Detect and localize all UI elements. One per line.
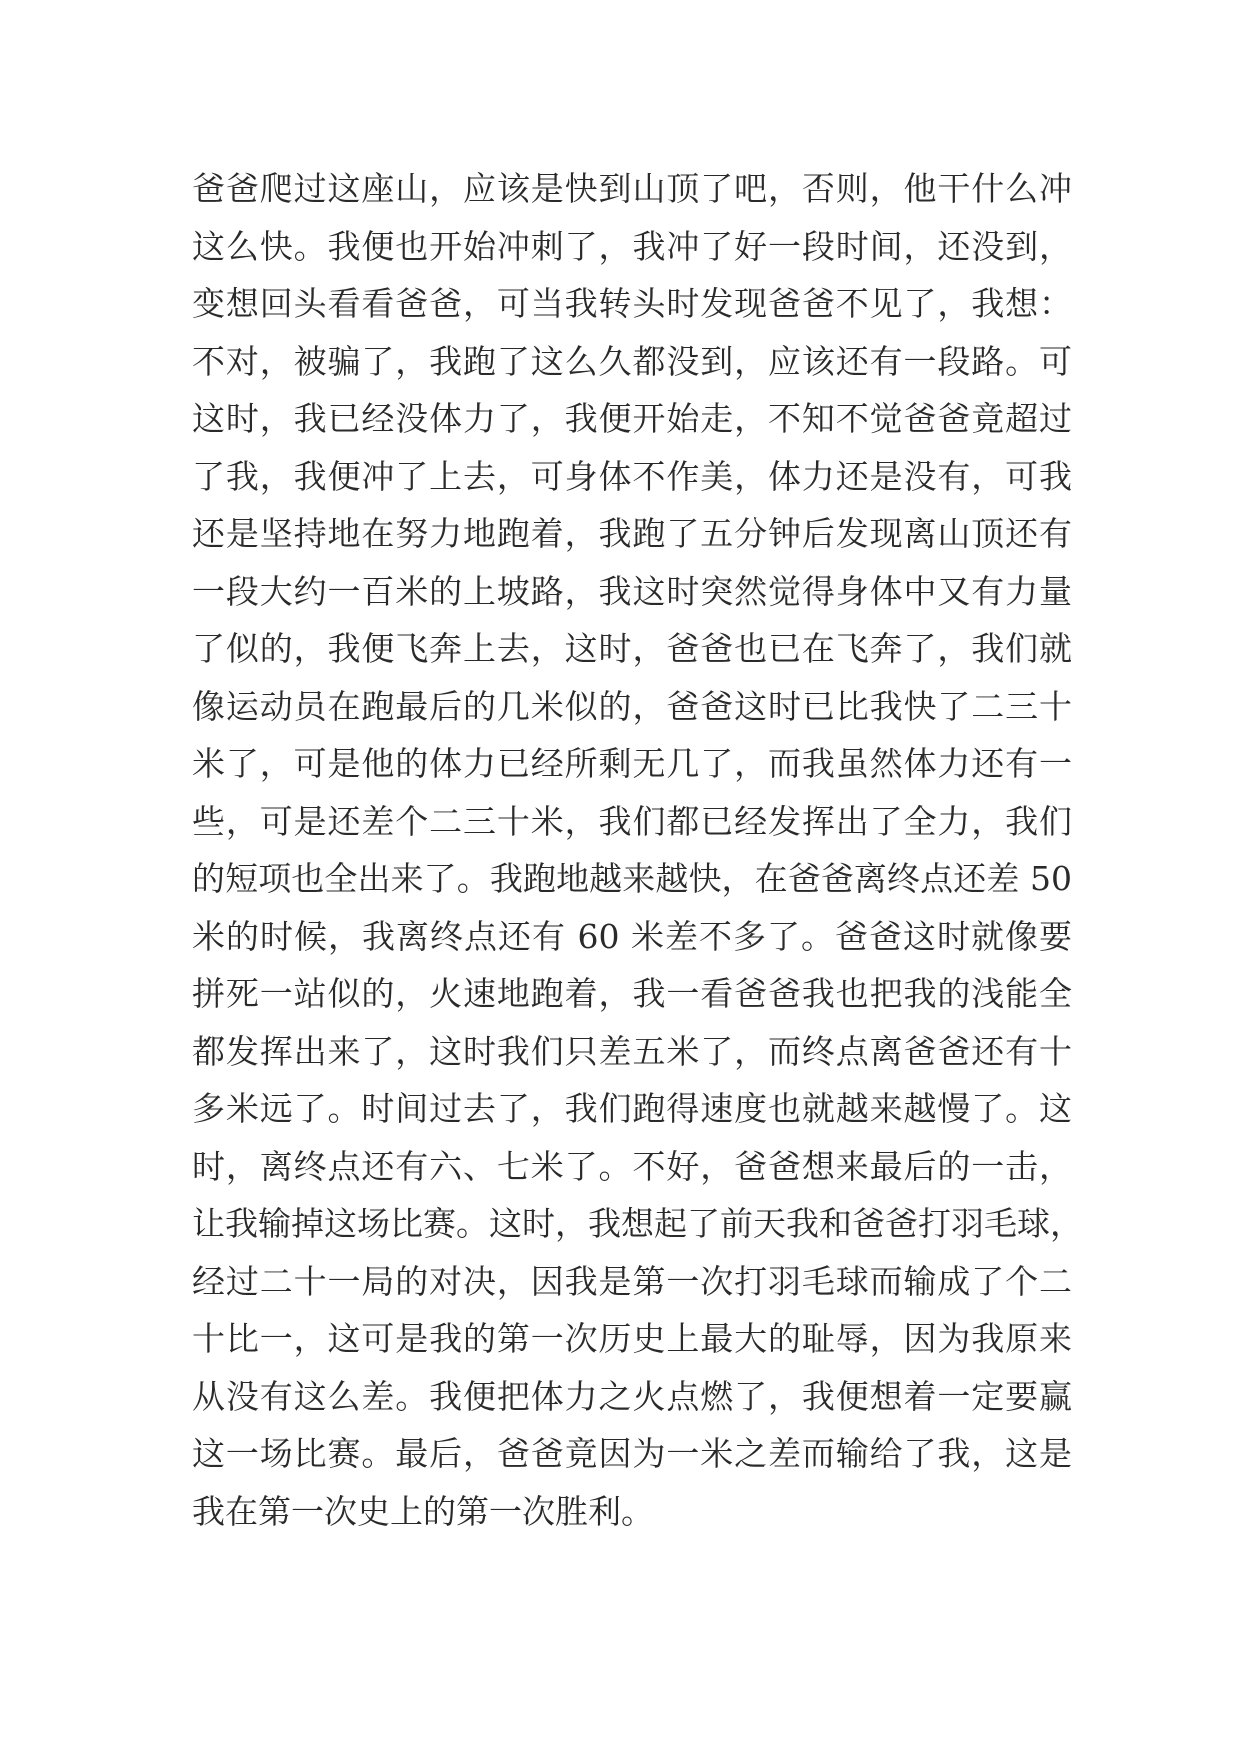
text-line: 不对，被骗了，我跑了这么久都没到，应该还有一段路。可 [192, 341, 1072, 381]
text-line: 些，可是还差个二三十米，我们都已经发挥出了全力，我们 [192, 801, 1072, 841]
text-line: 都发挥出来了，这时我们只差五米了，而终点离爸爸还有十 [192, 1031, 1072, 1071]
text-line: 了我，我便冲了上去，可身体不作美，体力还是没有，可我 [192, 456, 1072, 496]
text-line: 变想回头看看爸爸，可当我转头时发现爸爸不见了，我想： [192, 284, 1072, 323]
text-line: 了似的，我便飞奔上去，这时，爸爸也已在飞奔了，我们就 [192, 629, 1072, 668]
text-line: 的短项也全出来了。我跑地越来越快，在爸爸离终点还差 50 [192, 859, 1072, 898]
text-line: 时，离终点还有六、七米了。不好，爸爸想来最后的一击， [192, 1146, 1072, 1186]
text-line: 多米远了。时间过去了，我们跑得速度也就越来越慢了。这 [192, 1089, 1072, 1128]
text-line: 我在第一次史上的第一次胜利。 [192, 1491, 654, 1531]
text-line: 一段大约一百米的上坡路，我这时突然觉得身体中又有力量 [192, 571, 1072, 611]
text-line: 这时，我已经没体力了，我便开始走，不知不觉爸爸竟超过 [192, 399, 1072, 438]
text-line: 从没有这么差。我便把体力之火点燃了，我便想着一定要赢 [192, 1376, 1072, 1416]
text-line: 像运动员在跑最后的几米似的，爸爸这时已比我快了二三十 [192, 686, 1072, 726]
text-line: 爸爸爬过这座山，应该是快到山顶了吧，否则，他干什么冲 [192, 169, 1072, 208]
text-line: 这一场比赛。最后，爸爸竟因为一米之差而输给了我，这是 [192, 1434, 1072, 1473]
text-line: 让我输掉这场比赛。这时，我想起了前天我和爸爸打羽毛球， [192, 1204, 1083, 1243]
text-line: 拼死一站似的，火速地跑着，我一看爸爸我也把我的浅能全 [192, 974, 1072, 1013]
text-line: 这么快。我便也开始冲刺了，我冲了好一段时间，还没到， [192, 226, 1072, 266]
text-line: 还是坚持地在努力地跑着，我跑了五分钟后发现离山顶还有 [192, 514, 1072, 553]
text-line: 米了，可是他的体力已经所剩无几了，而我虽然体力还有一 [192, 744, 1072, 783]
text-line: 十比一，这可是我的第一次历史上最大的耻辱，因为我原来 [192, 1319, 1072, 1358]
text-line: 米的时候，我离终点还有 60 米差不多了。爸爸这时就像要 [192, 916, 1072, 956]
text-line: 经过二十一局的对决，因我是第一次打羽毛球而输成了个二 [192, 1261, 1072, 1301]
paragraph [192, 160, 1083, 1540]
